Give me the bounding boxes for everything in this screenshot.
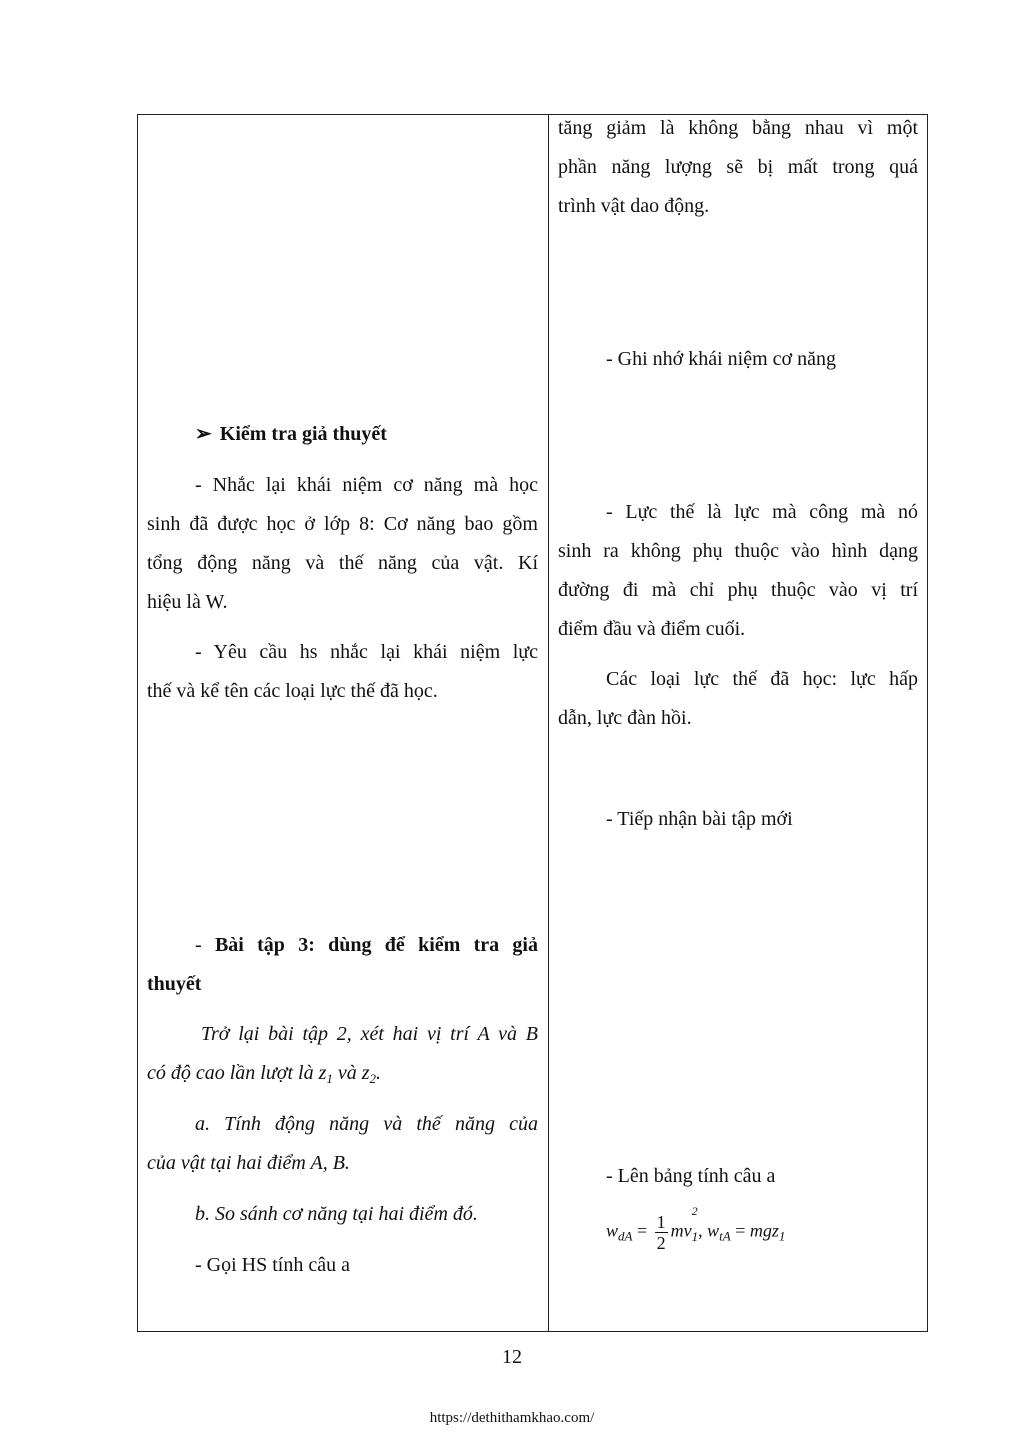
right-r4-line1: Các loại lực thế đã học: lực hấp (606, 668, 918, 690)
exercise-text-line1: Trở lại bài tập 2, xét hai vị trí A và B (201, 1023, 538, 1045)
exercise-b: b. So sánh cơ năng tại hai điểm đó. (195, 1203, 478, 1225)
right-r3-line2: sinh ra không phụ thuộc vào hình dạng (558, 540, 918, 562)
right-r4-line2: dẫn, lực đàn hồi. (558, 707, 692, 729)
right-r1-line1: tăng giảm là không bằng nhau vì một (558, 117, 918, 139)
right-r3-line4: điểm đầu và điểm cuối. (558, 618, 746, 640)
one-half-fraction: $\frac{1}{2}$ (656, 1212, 666, 1253)
right-r5: - Tiếp nhận bài tập mới (606, 808, 793, 830)
right-r1-line3: trình vật dao động. (558, 195, 710, 217)
right-r6: - Lên bảng tính câu a (606, 1165, 776, 1187)
arrow-bullet-icon: ➢ (195, 423, 212, 445)
page-number: 12 (502, 1346, 522, 1368)
left-p1-line4: hiệu là W. (147, 591, 228, 613)
call-student: - Gọi HS tính câu a (195, 1254, 350, 1276)
kinetic-potential-formula: $w_{dA}$ = $\frac{1}{2}$ mv $_{2 1}$, $w_{tA} = mgz_1$ (606, 1203, 786, 1253)
right-r1-line2: phần năng lượng sẽ bị mất trong quá (558, 156, 918, 178)
left-p1-line2: sinh đã được học ở lớp 8: Cơ năng bao gồm (147, 513, 538, 535)
exercise-a-line1: a. Tính động năng và thế năng của (195, 1113, 538, 1135)
left-p2-line2: thế và kể tên các loại lực thế đã học. (147, 680, 438, 702)
right-r3-line3: đường đi mà chỉ phụ thuộc vào vị trí (558, 579, 918, 601)
right-r2: - Ghi nhớ khái niệm cơ năng (606, 348, 836, 370)
left-p1-line3: tổng động năng và thế năng của vật. Kí (147, 552, 538, 574)
footer-url[interactable]: https://dethithamkhao.com/ (429, 1410, 595, 1426)
exercise-title-line2: thuyết (147, 973, 202, 995)
exercise-text-line2: có độ cao lần lượt là $z_1$ và $z_2$. (147, 1062, 382, 1086)
right-r3-line1: - Lực thế là lực mà công mà nó (606, 501, 918, 523)
left-p2-line1: - Yêu cầu hs nhắc lại khái niệm lực (195, 641, 538, 663)
exercise-a-line2: của vật tại hai điểm A, B. (147, 1152, 350, 1174)
left-heading: ➢ Kiểm tra giả thuyết (195, 423, 387, 445)
exercise-title-line1: - Bài tập 3: dùng để kiểm tra giả (195, 934, 538, 956)
column-divider (548, 114, 549, 1332)
left-p1-line1: - Nhắc lại khái niệm cơ năng mà học (195, 474, 538, 496)
